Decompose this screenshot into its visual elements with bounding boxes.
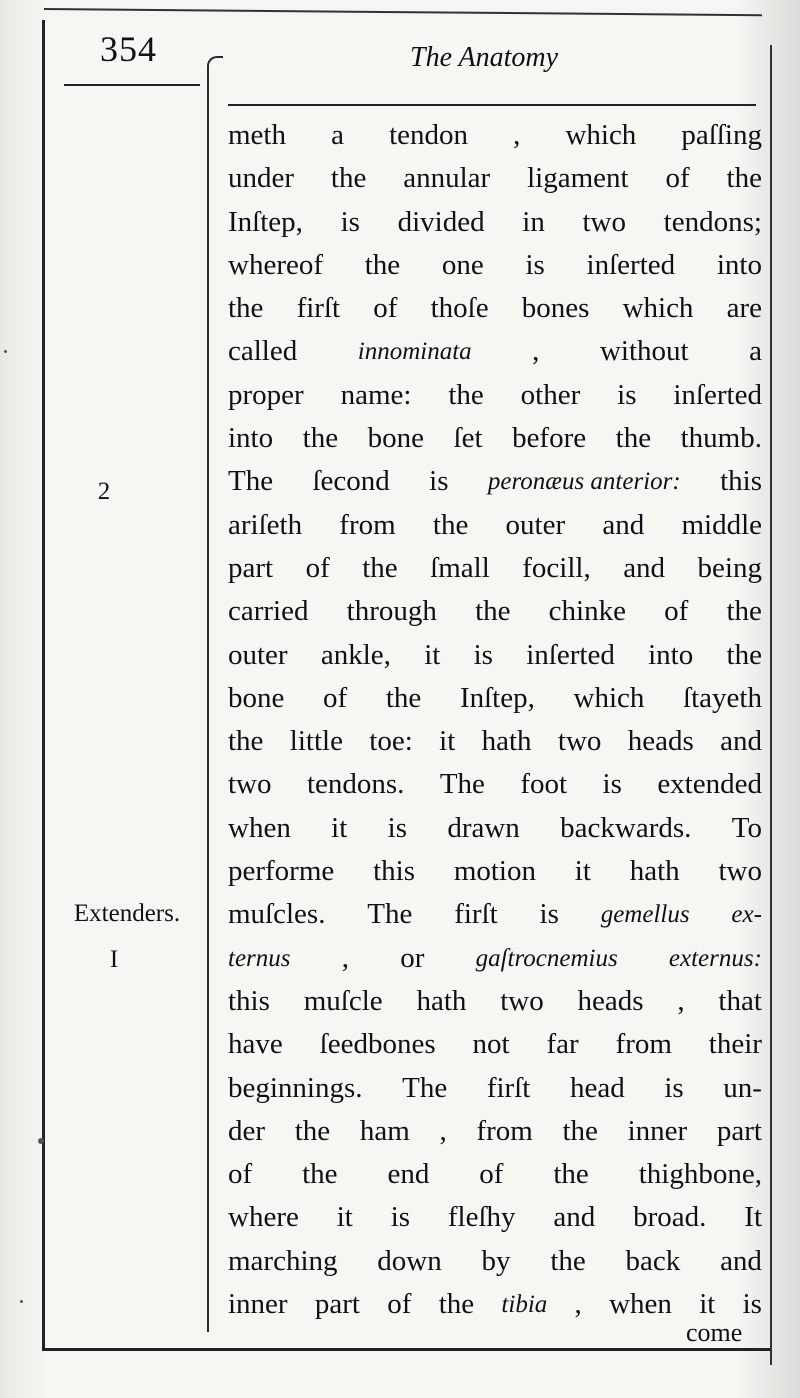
word: from xyxy=(615,1028,672,1061)
word: it xyxy=(424,638,441,671)
word: is xyxy=(473,638,493,671)
word: tendons. xyxy=(306,768,405,801)
italic-word: ternus xyxy=(228,944,291,972)
word: whereof xyxy=(228,248,324,281)
word: ligament xyxy=(527,162,629,195)
word: the xyxy=(615,422,652,455)
word: hath xyxy=(416,984,467,1017)
page-number-rule xyxy=(64,84,200,86)
text-line xyxy=(228,1023,762,1066)
word: two xyxy=(228,768,272,801)
text-line xyxy=(228,374,762,417)
word: outer xyxy=(228,638,288,671)
word: ariſeth xyxy=(228,508,303,541)
word: marching xyxy=(228,1244,338,1277)
word: which xyxy=(573,681,645,714)
word: far xyxy=(546,1028,579,1061)
word: that xyxy=(718,984,762,1017)
italic-word: externus: xyxy=(668,944,762,972)
word: hath xyxy=(481,725,532,758)
word: inſerted xyxy=(586,248,676,281)
page-border-right xyxy=(770,45,772,1365)
word: the xyxy=(550,1244,586,1277)
word: firſt xyxy=(454,898,498,931)
word: foot xyxy=(520,768,568,801)
word: is xyxy=(602,768,622,801)
word: in xyxy=(522,205,545,238)
text-line xyxy=(228,850,762,893)
word: The xyxy=(439,768,485,801)
text-line xyxy=(228,634,762,677)
word: the xyxy=(726,595,762,628)
word: the xyxy=(726,638,762,671)
word: firſt xyxy=(486,1071,531,1104)
word: motion xyxy=(453,855,536,888)
word: is xyxy=(387,811,407,844)
text-line xyxy=(228,763,762,806)
word: a xyxy=(749,335,762,368)
word: one xyxy=(441,248,484,281)
italic-word: gaſtrocnemius xyxy=(475,944,618,972)
word: thighbone, xyxy=(638,1158,762,1191)
word: into xyxy=(648,638,694,671)
word: through xyxy=(346,595,437,628)
word: muſcle xyxy=(303,984,383,1017)
word: the xyxy=(475,595,511,628)
word: ſeedbones xyxy=(319,1028,436,1061)
word: part xyxy=(314,1288,360,1321)
text-line xyxy=(228,417,762,460)
text-line xyxy=(228,1153,762,1196)
word: are xyxy=(726,292,762,325)
word: which xyxy=(565,119,637,151)
word: extended xyxy=(657,768,762,801)
word: this xyxy=(373,855,415,888)
word: a xyxy=(331,119,344,151)
word: middle xyxy=(681,508,762,541)
word: when xyxy=(609,1288,672,1321)
word: the xyxy=(302,1158,338,1191)
word: chinke xyxy=(548,595,626,628)
word: before xyxy=(512,422,587,455)
text-line xyxy=(228,677,762,720)
word: der xyxy=(228,1114,266,1147)
word: bones xyxy=(521,292,590,325)
word: of xyxy=(323,681,348,714)
text-line xyxy=(228,937,762,980)
word: toe: xyxy=(369,725,413,758)
word: and xyxy=(623,551,666,584)
running-head: The Anatomy xyxy=(410,42,559,73)
text-line xyxy=(228,1110,762,1153)
word: of xyxy=(228,1158,253,1191)
word: ankle, xyxy=(320,638,391,671)
text-line xyxy=(228,893,762,936)
word: of xyxy=(664,595,689,628)
text-line xyxy=(228,1067,762,1110)
italic-word: gemellus xyxy=(600,901,690,929)
text-line xyxy=(228,460,762,503)
word: The xyxy=(367,898,413,931)
word: the xyxy=(228,292,264,325)
text-line xyxy=(228,244,762,287)
word: it xyxy=(331,811,348,844)
word: fleſhy xyxy=(447,1201,516,1234)
word: is xyxy=(742,1288,762,1321)
word: heads xyxy=(627,725,694,758)
word: firſt xyxy=(296,292,341,325)
word: it xyxy=(574,855,591,888)
word: it xyxy=(336,1201,353,1234)
word: the xyxy=(553,1158,589,1191)
word: paſſing xyxy=(681,119,762,151)
text-line xyxy=(228,201,762,244)
word: beginnings. xyxy=(228,1071,363,1104)
word: name: xyxy=(340,378,412,411)
word: is xyxy=(525,248,545,281)
word: end xyxy=(387,1158,430,1191)
word: into xyxy=(716,248,762,281)
word: of xyxy=(373,292,398,325)
word: backwards. xyxy=(560,811,692,844)
word: back xyxy=(625,1244,681,1277)
word: being xyxy=(697,551,762,584)
word: , xyxy=(574,1288,582,1321)
body-text xyxy=(228,114,762,1326)
word: from xyxy=(339,508,396,541)
word: and xyxy=(720,1244,762,1277)
word: of xyxy=(665,162,690,195)
word: called xyxy=(228,335,298,368)
text-line xyxy=(228,157,762,200)
word: under xyxy=(228,162,295,195)
word: tendon xyxy=(389,119,468,151)
word: ſtayeth xyxy=(683,681,762,714)
word: , xyxy=(341,941,349,974)
word: and xyxy=(602,508,645,541)
text-line xyxy=(228,590,762,633)
word: is xyxy=(429,465,449,498)
word: the xyxy=(432,508,469,541)
margin-rule-hook xyxy=(207,56,223,74)
word: not xyxy=(472,1028,510,1061)
page-speck xyxy=(20,1300,23,1303)
page-border-bottom xyxy=(42,1348,770,1351)
word: where xyxy=(228,1201,299,1234)
word: is xyxy=(617,378,637,411)
word: carried xyxy=(228,595,309,628)
word: The xyxy=(402,1071,448,1104)
word: performe xyxy=(228,855,335,888)
word: focill, xyxy=(522,551,591,584)
italic-word: innominata xyxy=(357,338,472,366)
word: into xyxy=(228,422,274,455)
word: ham xyxy=(359,1114,410,1147)
word: Inſtep, xyxy=(228,205,303,238)
word: ſmall xyxy=(430,551,490,584)
word: of xyxy=(479,1158,504,1191)
word: the xyxy=(330,162,367,195)
word: Inſtep, xyxy=(459,681,535,714)
word: heads xyxy=(577,984,644,1017)
word: from xyxy=(476,1114,533,1147)
margin-rule xyxy=(207,70,209,1332)
word: un- xyxy=(723,1071,762,1104)
word: the xyxy=(228,725,264,758)
word: this xyxy=(228,984,270,1017)
italic-word: ex- xyxy=(731,901,762,929)
word: is xyxy=(340,205,360,238)
word: bone xyxy=(228,681,285,714)
margin-note-1: I xyxy=(109,946,119,973)
word: annular xyxy=(403,162,491,195)
text-line xyxy=(228,287,762,330)
word: of xyxy=(387,1288,412,1321)
margin-note-extenders: Extenders. xyxy=(73,900,181,927)
word: bone xyxy=(367,422,424,455)
word: have xyxy=(228,1028,283,1061)
word: outer xyxy=(505,508,566,541)
word: , xyxy=(513,119,521,151)
word: thumb. xyxy=(680,422,762,455)
word: the xyxy=(726,162,762,195)
word: of xyxy=(305,551,330,584)
word: down xyxy=(377,1244,442,1277)
text-line xyxy=(228,1240,762,1283)
word: is xyxy=(390,1201,411,1234)
word: inſerted xyxy=(526,638,615,671)
word: this xyxy=(720,465,762,498)
word: meth xyxy=(228,119,286,151)
word: their xyxy=(708,1028,762,1061)
text-line xyxy=(228,330,762,373)
word: To xyxy=(731,811,762,844)
margin-note-2: 2 xyxy=(97,478,111,505)
word: divided xyxy=(397,205,485,238)
word: the xyxy=(364,248,401,281)
text-line xyxy=(228,1283,762,1326)
text-line xyxy=(228,1196,762,1239)
word: thoſe xyxy=(430,292,489,325)
word: , xyxy=(532,335,540,368)
word: The xyxy=(228,465,274,498)
word: is xyxy=(539,898,559,931)
word: little xyxy=(289,725,343,758)
word: or xyxy=(400,941,425,974)
word: is xyxy=(664,1071,684,1104)
word: the xyxy=(302,422,339,455)
word: two xyxy=(582,205,626,238)
word: it xyxy=(439,725,456,758)
word: and xyxy=(720,725,762,758)
text-line xyxy=(228,720,762,763)
text-line xyxy=(228,114,762,157)
word: broad. xyxy=(633,1201,707,1234)
word: when xyxy=(228,811,291,844)
word: the xyxy=(294,1114,331,1147)
word: the xyxy=(448,378,484,411)
word: , xyxy=(677,984,685,1017)
page-border-left xyxy=(42,20,45,1350)
word: muſcles. xyxy=(228,898,326,931)
italic-word: tibia xyxy=(501,1291,548,1319)
header-rule xyxy=(228,104,756,106)
word: It xyxy=(744,1201,762,1234)
text-line xyxy=(228,807,762,850)
word: inner xyxy=(228,1288,288,1321)
word: ſecond xyxy=(312,465,390,498)
word: the xyxy=(562,1114,598,1147)
word: tendons; xyxy=(663,205,762,238)
word: inſerted xyxy=(673,378,762,411)
word: the xyxy=(362,551,398,584)
word: two xyxy=(718,855,762,888)
word: hath xyxy=(629,855,680,888)
page-speck xyxy=(38,1138,44,1144)
word: other xyxy=(520,378,581,411)
page-number: 354 xyxy=(100,29,157,69)
word: part xyxy=(228,551,274,584)
word: drawn xyxy=(447,811,520,844)
text-line xyxy=(228,504,762,547)
catchword: come xyxy=(686,1318,743,1347)
page-border-top xyxy=(44,8,762,16)
italic-word: peronæus anterior: xyxy=(487,468,681,496)
word: two xyxy=(500,984,544,1017)
word: by xyxy=(481,1244,511,1277)
word: inner xyxy=(627,1114,688,1147)
text-line xyxy=(228,980,762,1023)
word: head xyxy=(569,1071,625,1104)
word: which xyxy=(622,292,694,325)
text-line xyxy=(228,547,762,590)
word: without xyxy=(599,335,689,368)
word: and xyxy=(553,1201,596,1234)
word: ſet xyxy=(453,422,483,455)
word: , xyxy=(439,1114,447,1147)
word: two xyxy=(557,725,602,758)
word: it xyxy=(699,1288,716,1321)
word: the xyxy=(385,681,422,714)
page-speck xyxy=(4,350,7,353)
word: the xyxy=(438,1288,475,1321)
word: part xyxy=(716,1114,762,1147)
word: proper xyxy=(228,378,304,411)
